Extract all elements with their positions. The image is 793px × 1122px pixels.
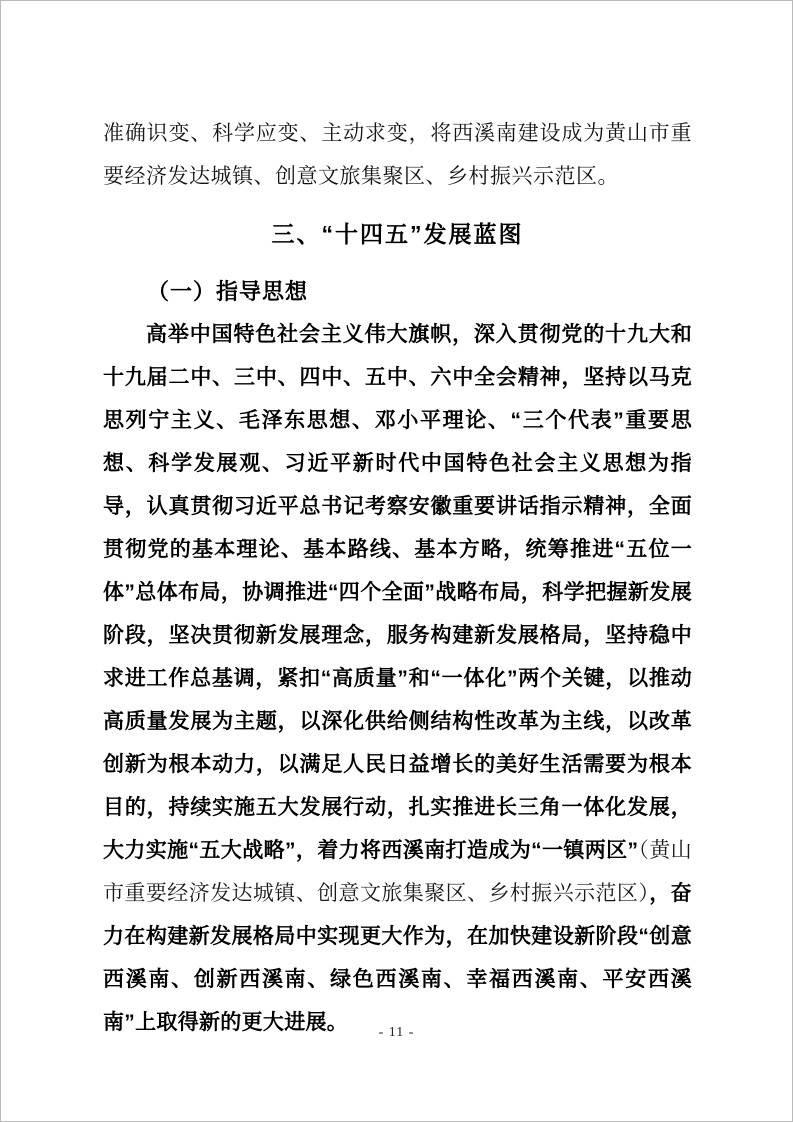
subsection-heading: （一）指导思想 (147, 279, 309, 304)
guiding-paragraph-part2: ，奋力在构建新发展格局中实现更大作为，在加快建设新阶段“创意西溪南、创新西溪南、绿色西溪南、幸福西溪南、平安西溪南”上取得新的更大进展。 (103, 882, 692, 1034)
page-number: - 11 - (378, 1025, 415, 1040)
intro-paragraph: 准确识变、科学应变、主动求变，将西溪南建设成为黄山市重要经济发达城镇、创意文旅集聚区、乡村振兴示范区。 (103, 121, 692, 188)
page-content (1, 1, 792, 1044)
guiding-paragraph-part1: 高举中国特色社会主义伟大旗帜，深入贯彻党的十九大和十九届二中、三中、四中、五中、六中全会精神，坚持以马克思列宁主义、毛泽东思想、邓小平理论、“三个代表”重要思想、科学发展观、习近平新时代中国特色社会主义思想为指导，认真贯彻习近平总书记考察安徽重要讲话指示精神，全面贯彻党的基本理论、基本路线、基本方略，统筹推进“五位一体”总体布局，协调推进“四个全面”战略布局，科学把握新发展阶段，坚决贯彻新发展理念，服务构建新发展格局，坚持稳中求进工作总基调，紧扣“高质量”和“一体化”两个关键，以推动高质量发展为主题，以深化供给侧结构性改革为主线，以改革创新为根本动力，以满足人民日益增长的美好生活需要为根本目的，持续实施五大发展行动，扎实推进长三角一体化发展，大力实施“五大战略”，着力将西溪南打造成为 (103, 323, 692, 862)
section-heading: 三、“十四五”发展蓝图 (271, 221, 524, 247)
parenthetical-annotation: （黄山市重要经济发达城镇、创意文旅集聚区、乡村振兴示范区） (103, 838, 692, 905)
highlight-one-town-two-zones: “一镇两区” (531, 839, 639, 862)
guiding-thought-paragraph (103, 313, 692, 1044)
